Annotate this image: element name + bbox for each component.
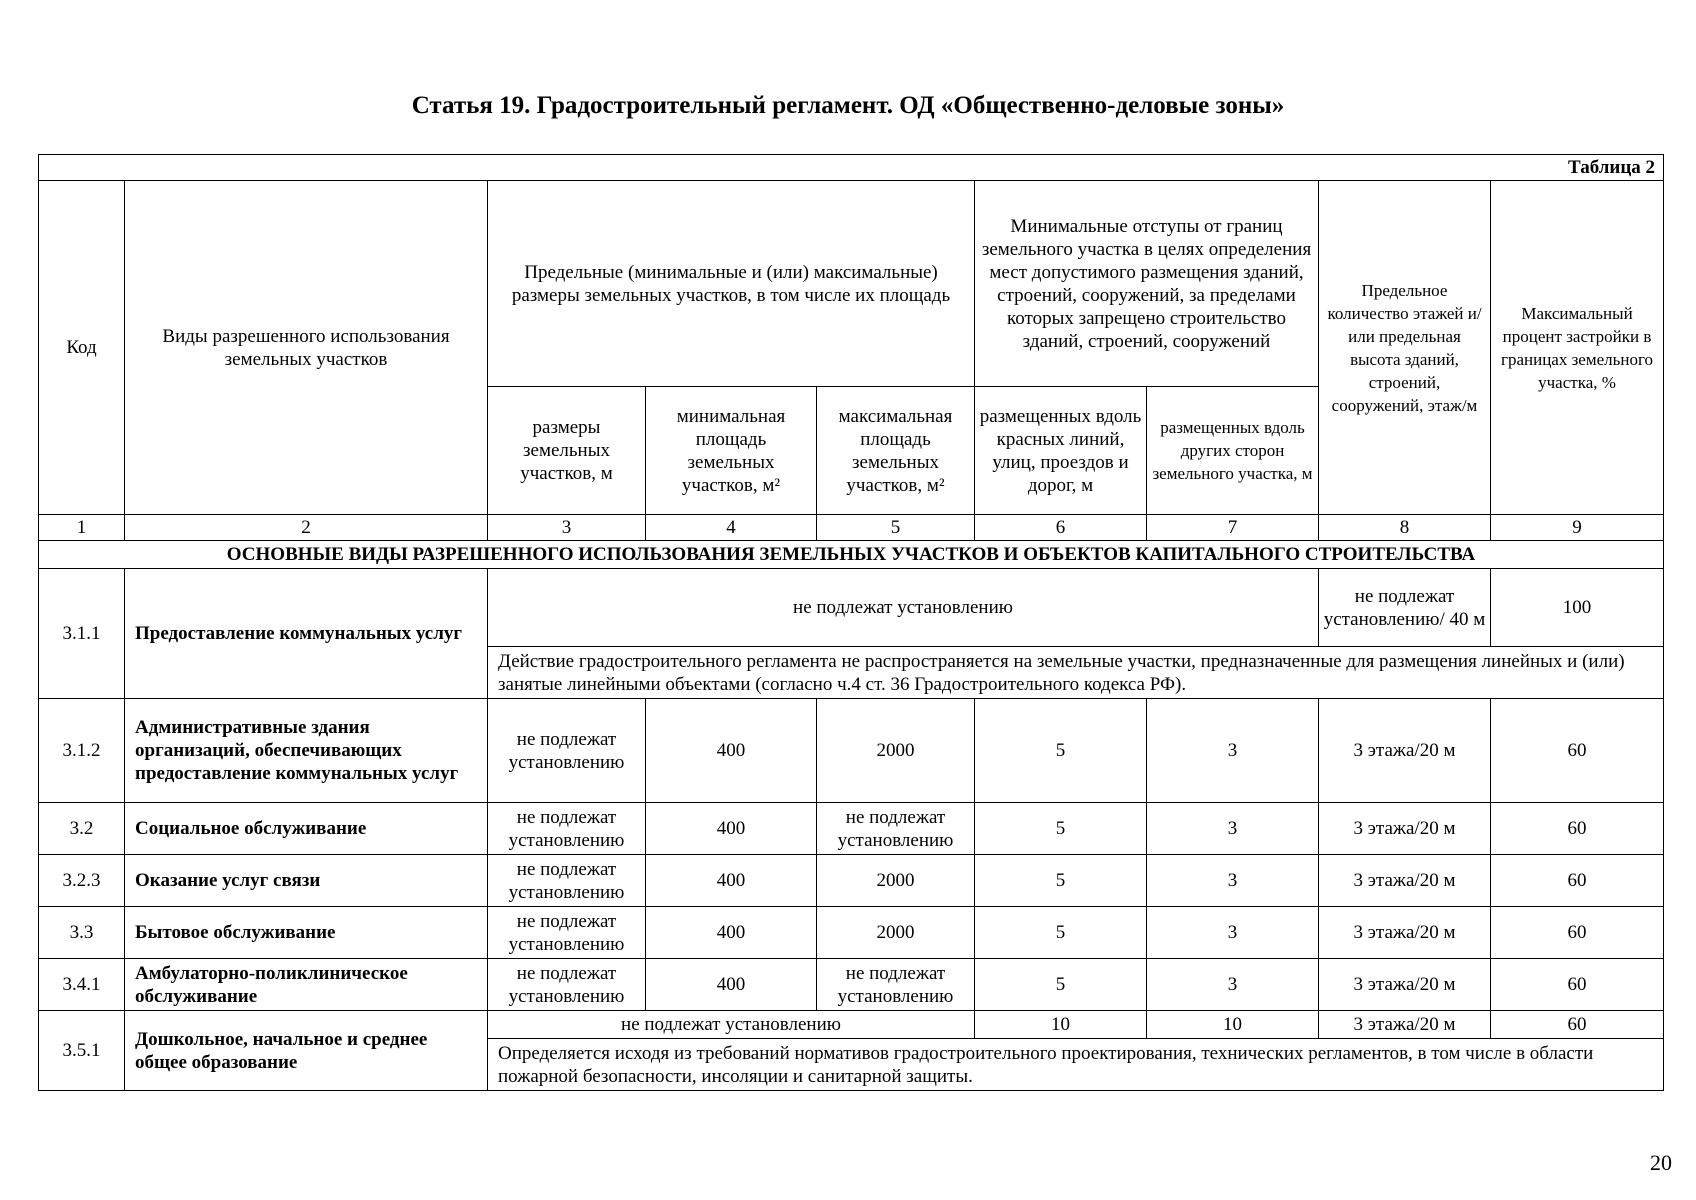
row-floors: 3 этажа/20 м (1319, 907, 1491, 959)
row-min-area: 400 (646, 699, 817, 803)
row-floors: 3 этажа/20 м (1319, 959, 1491, 1011)
row-min-area: 400 (646, 907, 817, 959)
col-number: 7 (1147, 515, 1319, 541)
table-label: Таблица 2 (39, 155, 1664, 181)
row-note: Определяется исходя из требований нормативов градостроительного проектирования, технических регламентов, в том числе в области пожарной безопасности, инсоляции и санитарной защиты. (488, 1039, 1664, 1091)
row-max-area: не подлежат установлению (817, 803, 975, 855)
row-name: Оказание услуг связи (125, 855, 488, 907)
col-number: 2 (125, 515, 488, 541)
row-code: 3.1.1 (39, 569, 125, 699)
row-code: 3.4.1 (39, 959, 125, 1011)
row-red-lines: 5 (975, 803, 1147, 855)
header-floors: Предельное количество этажей и/или предельная высота зданий, строений, сооружений, этаж/м (1319, 181, 1491, 515)
col-number: 4 (646, 515, 817, 541)
header-sizes-group: Предельные (минимальные и (или) максимальные) размеры земельных участков, в том числе их площадь (488, 181, 975, 387)
col-number: 1 (39, 515, 125, 541)
row-size: не подлежат установлению (488, 907, 646, 959)
row-size: не подлежат установлению (488, 959, 646, 1011)
table-row (39, 959, 1664, 1011)
header-uses: Виды разрешенного использования земельных участков (125, 181, 488, 515)
col-number: 8 (1319, 515, 1491, 541)
row-floors: 3 этажа/20 м (1319, 803, 1491, 855)
table-row (39, 699, 1664, 803)
row-other-sides: 3 (1147, 855, 1319, 907)
subheader-sizes: размеры земельных участков, м (488, 387, 646, 515)
table-row (39, 803, 1664, 855)
row-floors: 3 этажа/20 м (1319, 1011, 1491, 1039)
row-span-value: не подлежат установлению (488, 1011, 975, 1039)
header-setbacks-group: Минимальные отступы от границ земельного участка в целях определения мест допустимого размещения зданий, строений, сооружений, за пределами которых запрещено строительство зданий, строений, сооружений (975, 181, 1319, 387)
row-min-area: 400 (646, 855, 817, 907)
row-floors: не подлежат установлению/ 40 м (1319, 569, 1491, 647)
subheader-red-lines: размещенных вдоль красных линий, улиц, проездов и дорог, м (975, 387, 1147, 515)
row-percent: 60 (1491, 959, 1664, 1011)
row-percent: 60 (1491, 907, 1664, 959)
table-label-row (39, 155, 1664, 181)
col-number: 3 (488, 515, 646, 541)
row-red-lines: 10 (975, 1011, 1147, 1039)
row-name: Дошкольное, начальное и среднее общее образование (125, 1011, 488, 1091)
row-code: 3.5.1 (39, 1011, 125, 1091)
row-name: Амбулаторно-поликлиническое обслуживание (125, 959, 488, 1011)
page-number: 20 (1650, 1150, 1672, 1175)
col-number: 9 (1491, 515, 1664, 541)
row-other-sides: 3 (1147, 699, 1319, 803)
table-row (39, 569, 1664, 647)
row-max-area: 2000 (817, 855, 975, 907)
row-size: не подлежат установлению (488, 855, 646, 907)
row-other-sides: 10 (1147, 1011, 1319, 1039)
table-row (39, 855, 1664, 907)
row-red-lines: 5 (975, 907, 1147, 959)
col-number: 5 (817, 515, 975, 541)
row-code: 3.2 (39, 803, 125, 855)
row-code: 3.1.2 (39, 699, 125, 803)
header-max-percent: Максимальный процент застройки в границах земельного участка, % (1491, 181, 1664, 515)
row-note: Действие градостроительного регламента не распространяется на земельные участки, предназначенные для размещения линейных и (или) занятые линейными объектами (согласно ч.4 ст. 36 Градостроительного кодекса РФ). (488, 647, 1664, 699)
row-code: 3.2.3 (39, 855, 125, 907)
row-other-sides: 3 (1147, 907, 1319, 959)
header-code: Код (39, 181, 125, 515)
row-name: Социальное обслуживание (125, 803, 488, 855)
row-red-lines: 5 (975, 699, 1147, 803)
row-size: не подлежат установлению (488, 803, 646, 855)
row-name: Бытовое обслуживание (125, 907, 488, 959)
table-row (39, 907, 1664, 959)
row-floors: 3 этажа/20 м (1319, 855, 1491, 907)
subheader-max-area: максимальная площадь земельных участков, м² (817, 387, 975, 515)
column-numbers-row (39, 515, 1664, 541)
subheader-other-sides: размещенных вдоль других сторон земельного участка, м (1147, 387, 1319, 515)
row-min-area: 400 (646, 803, 817, 855)
section-row (39, 541, 1664, 569)
page-title: Статья 19. Градостроительный регламент. ОД «Общественно-деловые зоны» (411, 92, 1285, 119)
row-name: Предоставление коммунальных услуг (125, 569, 488, 699)
regulation-table (38, 154, 1664, 1091)
row-other-sides: 3 (1147, 959, 1319, 1011)
row-percent: 60 (1491, 803, 1664, 855)
row-red-lines: 5 (975, 959, 1147, 1011)
row-min-area: 400 (646, 959, 817, 1011)
table-row (39, 1011, 1664, 1039)
header-row (39, 181, 1664, 387)
col-number: 6 (975, 515, 1147, 541)
row-other-sides: 3 (1147, 803, 1319, 855)
row-percent: 60 (1491, 699, 1664, 803)
row-max-area: 2000 (817, 907, 975, 959)
row-floors: 3 этажа/20 м (1319, 699, 1491, 803)
row-percent: 60 (1491, 855, 1664, 907)
row-code: 3.3 (39, 907, 125, 959)
row-percent: 60 (1491, 1011, 1664, 1039)
row-max-area: 2000 (817, 699, 975, 803)
row-max-area: не подлежат установлению (817, 959, 975, 1011)
row-size: не подлежат установлению (488, 699, 646, 803)
row-red-lines: 5 (975, 855, 1147, 907)
row-name: Административные здания организаций, обеспечивающих предоставление коммунальных услуг (125, 699, 488, 803)
row-percent: 100 (1491, 569, 1664, 647)
row-span-value: не подлежат установлению (488, 569, 1319, 647)
subheader-min-area: минимальная площадь земельных участков, м² (646, 387, 817, 515)
section-title: ОСНОВНЫЕ ВИДЫ РАЗРЕШЕННОГО ИСПОЛЬЗОВАНИЯ ЗЕМЕЛЬНЫХ УЧАСТКОВ И ОБЪЕКТОВ КАПИТАЛЬНОГО СТРОИТЕЛЬСТВА (39, 541, 1664, 569)
